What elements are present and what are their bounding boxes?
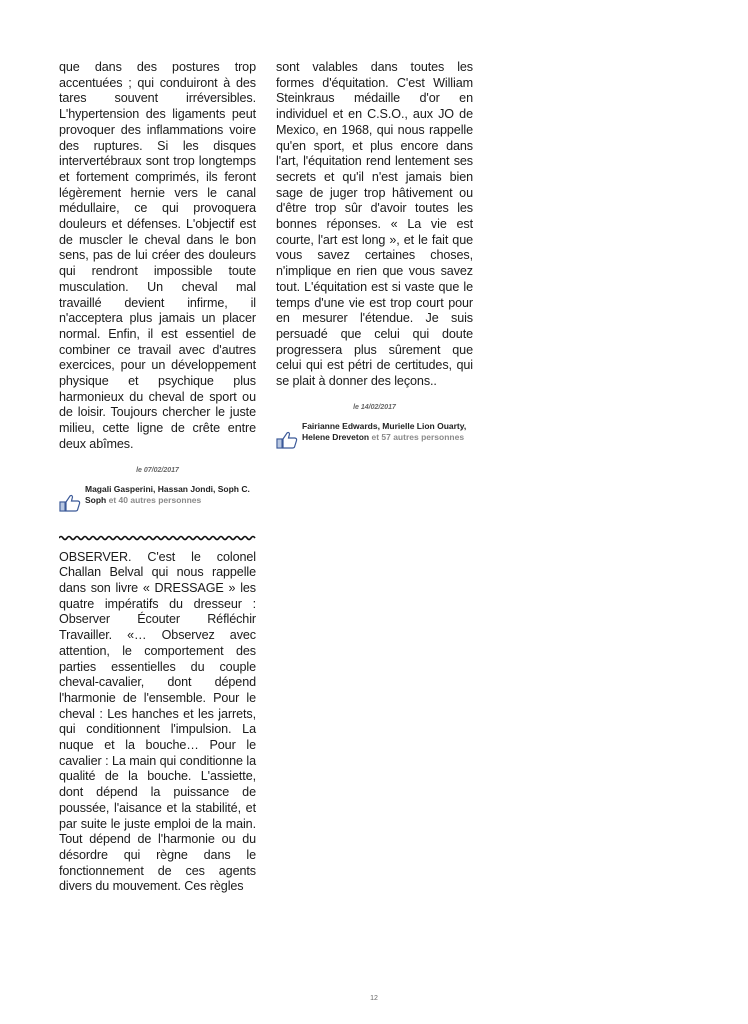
likes-block [276, 421, 473, 449]
likes-names[interactable]: Magali Gasperini, Hassan Jondi, Soph C. Soph [85, 483, 250, 506]
likes-others[interactable]: et 57 autres personnes [371, 432, 465, 443]
thumbs-up-icon [59, 494, 81, 512]
left-column [59, 60, 256, 895]
thumbs-up-icon [276, 431, 298, 449]
likes-text [85, 484, 256, 507]
likes-others[interactable]: et 40 autres personnes [108, 495, 202, 506]
likes-text [302, 421, 473, 444]
article-paragraph: que dans des postures trop accentuées ; qui conduiront à des tares souvent irréversibles. L'hypertension des ligaments peut provoquer des inflammations voire des ruptures. Si les disques intervertébraux sont trop longtemps et fortement comprimés, ils feront légèrement hernie vers le canal médullaire, ce qui provoquera douleurs et défenses. L'objectif est de muscler le cheval dans le bon sens, pas de lui créer des douleurs qui rendront impossible toute musculation. Un cheval mal travaillé devient infirme, il n'acceptera plus jamais un placer normal. Enfin, il est essentiel de combiner ce travail avec d'autres exercices, pour un développement physique et psychique plus harmonieux du cheval de sport ou de loisir. Toujours chercher le juste milieu, cette ligne de crête entre deux abîmes. [59, 60, 256, 451]
article-paragraph: OBSERVER. C'est le colonel Challan Belval qui nous rappelle dans son livre « DRESSAGE » les quatre impératifs du dresseur : Observer Écouter Réfléchir Travailler. «… Observez avec attention, le comportement des parties essentielles du couple cheval-cavalier, dont dépend l'harmonie de l'ensemble. Pour le cheval : Les hanches et les jarrets, qui conditionnent l'impulsion. La nuque et la bouche… Pour le cavalier : La main qui conditionne la qualité de la bouche. L'assiette, dont dépend la puissance de poussée, l'aisance et la stabilité, et par suite le juste emploi de la main. Tout dépend de l'harmonie ou du désordre qui règne dans le fonctionnement de ces agents divers du mouvement. Ces règles [59, 549, 256, 894]
right-column [276, 60, 473, 449]
likes-names[interactable]: Fairianne Edwards, Murielle Lion Ouarty, Helene Dreveton [302, 420, 467, 443]
likes-block [59, 484, 256, 512]
post-date: le 07/02/2017 [136, 466, 179, 474]
wavy-line-divider [59, 534, 256, 542]
post-date: le 14/02/2017 [353, 403, 396, 411]
article-paragraph: sont valables dans toutes les formes d'équitation. C'est William Steinkraus médaille d'or en individuel et en C.S.O., aux JO de Mexico, en 1968, qui nous rappelle qu'en sport, et plus encore dans l'art, l'équitation rend lentement ses secrets et qu'il n'est jamais bien sage de juger trop hâtivement ou d'être trop sûr d'avoir toutes les bonnes réponses. « La vie est courte, l'art est long », et le fait que vous savez certaines choses, n'implique en rien que vous savez tout. L'équitation est si vaste que le temps d'une vie est trop court pour en mesurer l'étendue. Je suis persuadé que celui qui doute progressera plus sûrement que celui qui est pétri de certitudes, qui se plait à donner des leçons.. [276, 60, 473, 389]
page-number: 12 [370, 995, 378, 1002]
